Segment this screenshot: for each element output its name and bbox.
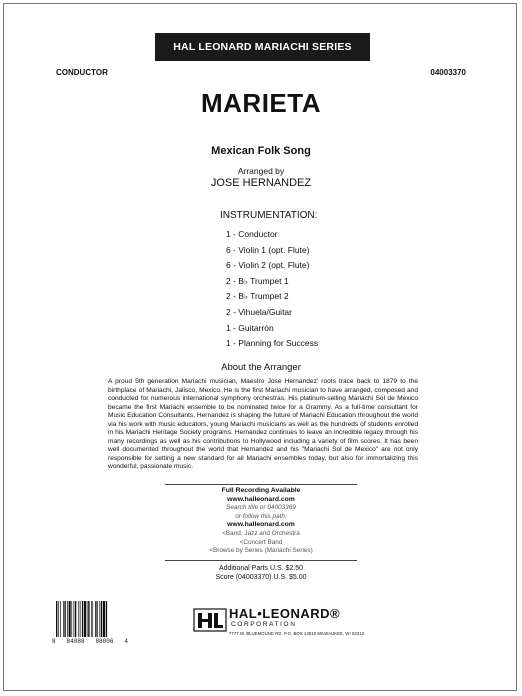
barcode-bar <box>75 601 76 637</box>
instrumentation-list <box>226 228 318 353</box>
barcode-bar <box>60 601 61 637</box>
barcode-bar <box>92 601 93 637</box>
barcode-bar <box>58 601 59 637</box>
recording-heading: Full Recording Available <box>221 487 301 494</box>
barcode-digits <box>52 638 128 645</box>
barcode-icon <box>55 601 125 639</box>
instrument-item: 6 - Violin 2 (opt. Flute) <box>226 260 310 271</box>
path-step-3: <Browse by Series (Mariachi Series) <box>209 547 313 555</box>
instrument-item: 1 - Conductor <box>226 229 278 239</box>
barcode-bar <box>80 601 81 637</box>
arranger-name: JOSE HERNANDEZ <box>210 177 312 189</box>
barcode-bar <box>101 601 102 637</box>
barcode-bar <box>63 601 64 637</box>
part-label: CONDUCTOR <box>56 68 108 77</box>
barcode-bar <box>56 601 57 637</box>
publisher-corporation: CORPORATION <box>231 621 297 628</box>
prices <box>0 564 522 582</box>
publisher-name: HAL•LEONARD® <box>229 606 341 621</box>
barcode-digit-group: 88006 <box>95 638 114 645</box>
catalog-number: 04003370 <box>430 68 466 77</box>
barcode-bar <box>87 601 88 637</box>
path-intro: or follow this path: <box>235 512 287 520</box>
recording-site-link-2[interactable]: www.halleonard.com <box>227 521 295 529</box>
barcode-bar <box>82 601 83 637</box>
score-price: Score (04003370) U.S. $5.00 <box>215 574 307 581</box>
path-step-2: <Concert Band <box>239 538 283 546</box>
barcode-bar <box>91 601 92 637</box>
barcode-bar <box>99 601 100 637</box>
barcode-bar <box>88 601 89 637</box>
parts-price: Additional Parts U.S. $2.50 <box>218 565 304 572</box>
about-heading: About the Arranger <box>221 362 301 373</box>
barcode-bar <box>95 601 96 637</box>
barcode-digit-group: 84088 <box>66 638 85 645</box>
barcode-digit-group: 4 <box>124 638 128 645</box>
instrument-item: 1 - Guitarrón <box>226 322 274 333</box>
barcode-bar <box>78 601 79 637</box>
publisher-address: 7777 W. BLUEMOUND RD. P.O. BOX 13819 MILWAUKEE, WI 53213 <box>229 631 365 636</box>
recording-info <box>0 487 522 556</box>
instrument-item: 2 - B♭ Trumpet 1 <box>226 275 289 286</box>
divider-top <box>165 484 357 485</box>
path-step-1: <Band, Jazz and Orchestra <box>222 529 300 537</box>
instrument-item: 2 - Vihuela/Guitar <box>226 306 292 317</box>
hal-leonard-logo-icon <box>193 608 227 632</box>
barcode-bar <box>84 601 86 637</box>
barcode-bar <box>64 601 65 637</box>
instrument-item: 1 - Planning for Success <box>226 338 319 349</box>
about-body: A proud 5th generation Mariachi musician, Maestro Jose Hernandez' roots trace back to 1879 to the birthplace of Mariachi, Jalisco, Mexico. He is the first Mariachi musician to have arranged, composed and conducted for numerous international symphony orchestras. His platinum-selling Mariachi Sol de Mexico became the first Mariachi ensemble to be nominated twice for a Grammy. As a full-time consultant for Music Education Consultants, Hernandez is shaping the future of Mariachi Education throughout the world via his work with music educators, young Mariachi musicians as well as the hundreds of students enrolled in his Mariachi Heritage Society programs. Hernandez continues to leave an incredible legacy through his many recordings as well as his contributions to Hollywood including a variety of film scores. It has been well documented throughout the world that Hernandez and his "Mariachi Sol de Mexico" are not only responsible for setting a new standard for all Mariachi ensembles today, but also for immortalizing this wonderful, passionate music. <box>108 378 418 470</box>
barcode-bar <box>69 601 71 637</box>
instrumentation-heading: INSTRUMENTATION: <box>220 210 318 221</box>
arranged-by-label: Arranged by <box>237 166 285 176</box>
instrument-item: 6 - Violin 1 (opt. Flute) <box>226 244 310 255</box>
recording-site-link[interactable]: www.halleonard.com <box>227 495 295 503</box>
barcode-bar <box>106 601 107 637</box>
instrument-item: 2 - B♭ Trumpet 2 <box>226 291 289 302</box>
barcode-bar <box>67 601 68 637</box>
barcode-bar <box>103 601 105 637</box>
series-banner <box>155 33 370 61</box>
barcode-digit-group: 8 <box>52 638 56 645</box>
barcode-bar <box>74 601 75 637</box>
song-title: MARIETA <box>200 88 321 118</box>
series-title: HAL LEONARD MARIACHI SERIES <box>173 41 352 53</box>
song-subtitle: Mexican Folk Song <box>211 145 311 157</box>
divider-bottom <box>165 560 357 561</box>
barcode-bar <box>71 601 72 637</box>
search-hint: Search title or 04003369 <box>226 504 296 512</box>
barcode-bar <box>97 601 98 637</box>
